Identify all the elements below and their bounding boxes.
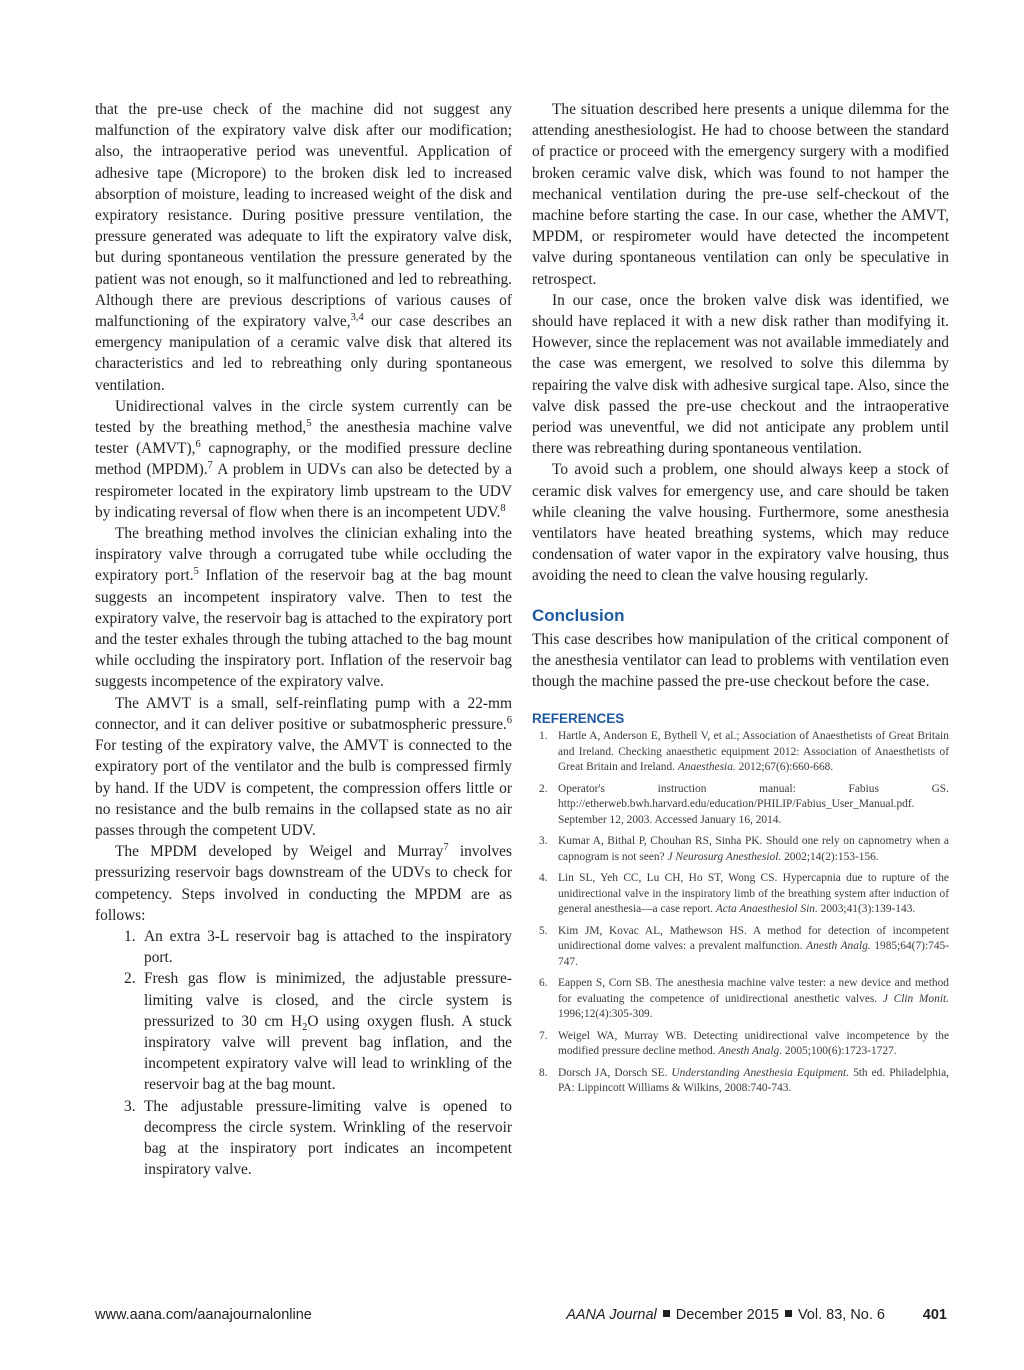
paragraph: The situation described here presents a unique dilemma for the attending anesthesiologist. He had to choose between the standard of practice or proceed with the emergency surgery with a modified broken ceramic valve disk, which was found to not hamper the mechanical ventilation during the pre-use self-checkout of the machine before starting the case. In our case, whether the AMVT, MPDM, or respirometer would have detected the incompetent valve during spontaneous ventilation can only be speculative in retrospect.: [532, 101, 949, 288]
paragraph: The AMVT is a small, self-reinflating pump with a 22-mm connector, and it can deliver positive or subatmospheric pressure.$^6$ For testing of the expiratory valve, the AMVT is connected to the expiratory port of the ventilator and the bulb is compressed firmly by hand. If the UDV is competent, the compression offers little or no resistance and the bulb remains in the collapsed state as no air passes through the competent UDV.: [95, 694, 512, 839]
right-column: [532, 99, 949, 1103]
volume-number: Vol. 83, No. 6: [797, 1307, 885, 1323]
paragraph: The breathing method involves the clinician exhaling into the inspiratory valve through a corrugated tube while occluding the expiratory port.$^5$ Inflation of the reservoir bag at the bag mount suggests an incompetent inspiratory valve. Then to test the expiratory valve, the reservoir bag is attached to the expiratory port and the tester exhales through the tubing attached to the bag mount while occluding the inspiratory port. Inflation of the reservoir bag suggests incompetence of the expiratory valve.: [95, 525, 512, 691]
paragraph: To avoid such a problem, one should always keep a stock of ceramic disk valves for emergency use, and care should be taken while cleaning the valve housing. Furthermore, some anesthesia ventilators have heated breathing systems, which may reduce condensation of water vapor in the expiratory valve housing, thus avoiding the need to clean the valve housing regularly.: [532, 461, 949, 585]
reference-item: 2. Operator's instruction manual: Fabius GS. http://etherweb.bwh.harvard.edu/education/PHILIP/Fabius_User_Manual.pdf. September 12, 2003. Accessed January 16, 2014.: [539, 782, 949, 826]
separator-square-icon: [785, 1310, 792, 1317]
page-footer: [95, 1307, 947, 1327]
references-heading: REFERENCES: [532, 711, 625, 727]
references-list: [532, 729, 949, 1097]
mpdm-steps-list: [95, 926, 512, 1180]
conclusion-heading: Conclusion: [532, 605, 625, 625]
reference-item: 4. Lin SL, Yeh CC, Lu CH, Ho ST, Wong CS. Hypercapnia due to rupture of the unidirectional valve in the inspiratory limb of the breathing system after induction of general anesthesia—a case report. Acta Anaesthesiol Sin. 2003;41(3):139-143.: [539, 872, 949, 916]
conclusion-text: This case describes how manipulation of the critical component of the anesthesia ventilator can lead to problems with ventilation even though the machine passed the pre-use checkout before the case.: [532, 630, 949, 691]
paragraph: Unidirectional valves in the circle system currently can be tested by the breathing method,$^5$ the anesthesia machine valve tester (AMVT),$^6$ capnography, or the modified pressure decline method (MPDM).$^7$ A problem in UDVs can also be detected by a respirometer located in the expiratory limb upstream to the UDV by indicating reversal of flow when there is an incompetent UDV.$^8$: [95, 397, 513, 521]
reference-item: 5. Kim JM, Kovac AL, Mathewson HS. A method for detection of incompetent unidirectional dome valves: a prevalent malfunction. Anesth Analg. 1985;64(7):745-747.: [539, 924, 949, 968]
journal-url[interactable]: www.aana.com/aanajournalonline: [95, 1307, 312, 1323]
reference-item: 1. Hartle A, Anderson E, Bythell V, et al.; Association of Anaesthetists of Great Britain and Ireland. Checking anaesthetic equipment 2012: Association of Anaesthetists of Great Britain and Ireland. Anaesthesia. 2012;67(6):660-668.: [539, 730, 949, 774]
list-item: 2. Fresh gas flow is minimized, the adjustable pressure-limiting valve is closed, and the circle system is pressurized to 30 cm $H_2O$ using oxygen flush. A stuck inspiratory valve will prevent bag inflation, and the incompetent expiratory valve will lead to wrinkling of the reservoir bag at the bag mount.: [124, 970, 512, 1094]
left-column: [95, 99, 512, 1180]
journal-citation: [566, 1307, 885, 1323]
list-item: 3. The adjustable pressure-limiting valve is opened to decompress the circle system. Wrinkling of the reservoir bag at the inspiratory port indicates an incompetent inspiratory valve.: [124, 1097, 512, 1179]
reference-item: 6. Eappen S, Corn SB. The anesthesia machine valve tester: a new device and method for evaluating the competence of unidirectional anesthetic valves. J Clin Monit. 1996;12(4):305-309.: [539, 977, 949, 1021]
paragraph: that the pre-use check of the machine did not suggest any malfunction of the expiratory valve disk after our modification; also, the intraoperative period was uneventful. Application of adhesive tape (Micropore) to the broken disk led to increased absorption of moisture, leading to increased weight of the disk and expiratory resistance. During positive pressure ventilation, the pressure generated was adequate to lift the expiratory valve disk, but during spontaneous ventilation the pressure generated by the patient was not enough, so it malfunctioned and led to rebreathing. Although there are previous descriptions of various causes of malfunctioning of the expiratory valve,$^{3,4}$ our case describes an emergency manipulation of a ceramic valve disk that altered its characteristics and led to rebreathing only during spontaneous ventilation.: [95, 101, 512, 394]
issue-date: December 2015: [675, 1307, 779, 1323]
reference-item: 3. Kumar A, Bithal P, Chouhan RS, Sinha PK. Should one rely on capnometry when a capnogram is not seen? J Neurosurg Anesthesiol. 2002;14(2):153-156.: [539, 835, 949, 863]
journal-name: AANA Journal: [566, 1307, 657, 1323]
list-item: 1. An extra 3-L reservoir bag is attached to the inspiratory port.: [124, 927, 512, 967]
reference-item: 7. Weigel WA, Murray WB. Detecting unidirectional valve incompetence by the modified pressure decline method. Anesth Analg. 2005;100(6):1723-1727.: [539, 1029, 949, 1058]
page-number: 401: [922, 1307, 947, 1323]
paragraph: In our case, once the broken valve disk was identified, we should have replaced it with a new disk rather than modifying it. However, since the replacement was not available immediately and the case was emergent, we resolved to solve this dilemma by repairing the valve disk with adhesive surgical tape. Also, since the valve disk passed the pre-use checkout and the intraoperative period was uneventful, we did not anticipate any problem until there was rebreathing during spontaneous ventilation.: [532, 291, 949, 458]
paragraph: The MPDM developed by Weigel and Murray$^7$ involves pressurizing reservoir bags downstream of the UDVs to check for competency. Steps involved in conducting the MPDM are as follows:: [95, 841, 512, 924]
reference-item: 8. Dorsch JA, Dorsch SE. Understanding Anesthesia Equipment. 5th ed. Philadelphia, PA: Lippincott Williams & Wilkins, 2008:740-743.: [539, 1066, 949, 1095]
separator-square-icon: [663, 1310, 670, 1317]
